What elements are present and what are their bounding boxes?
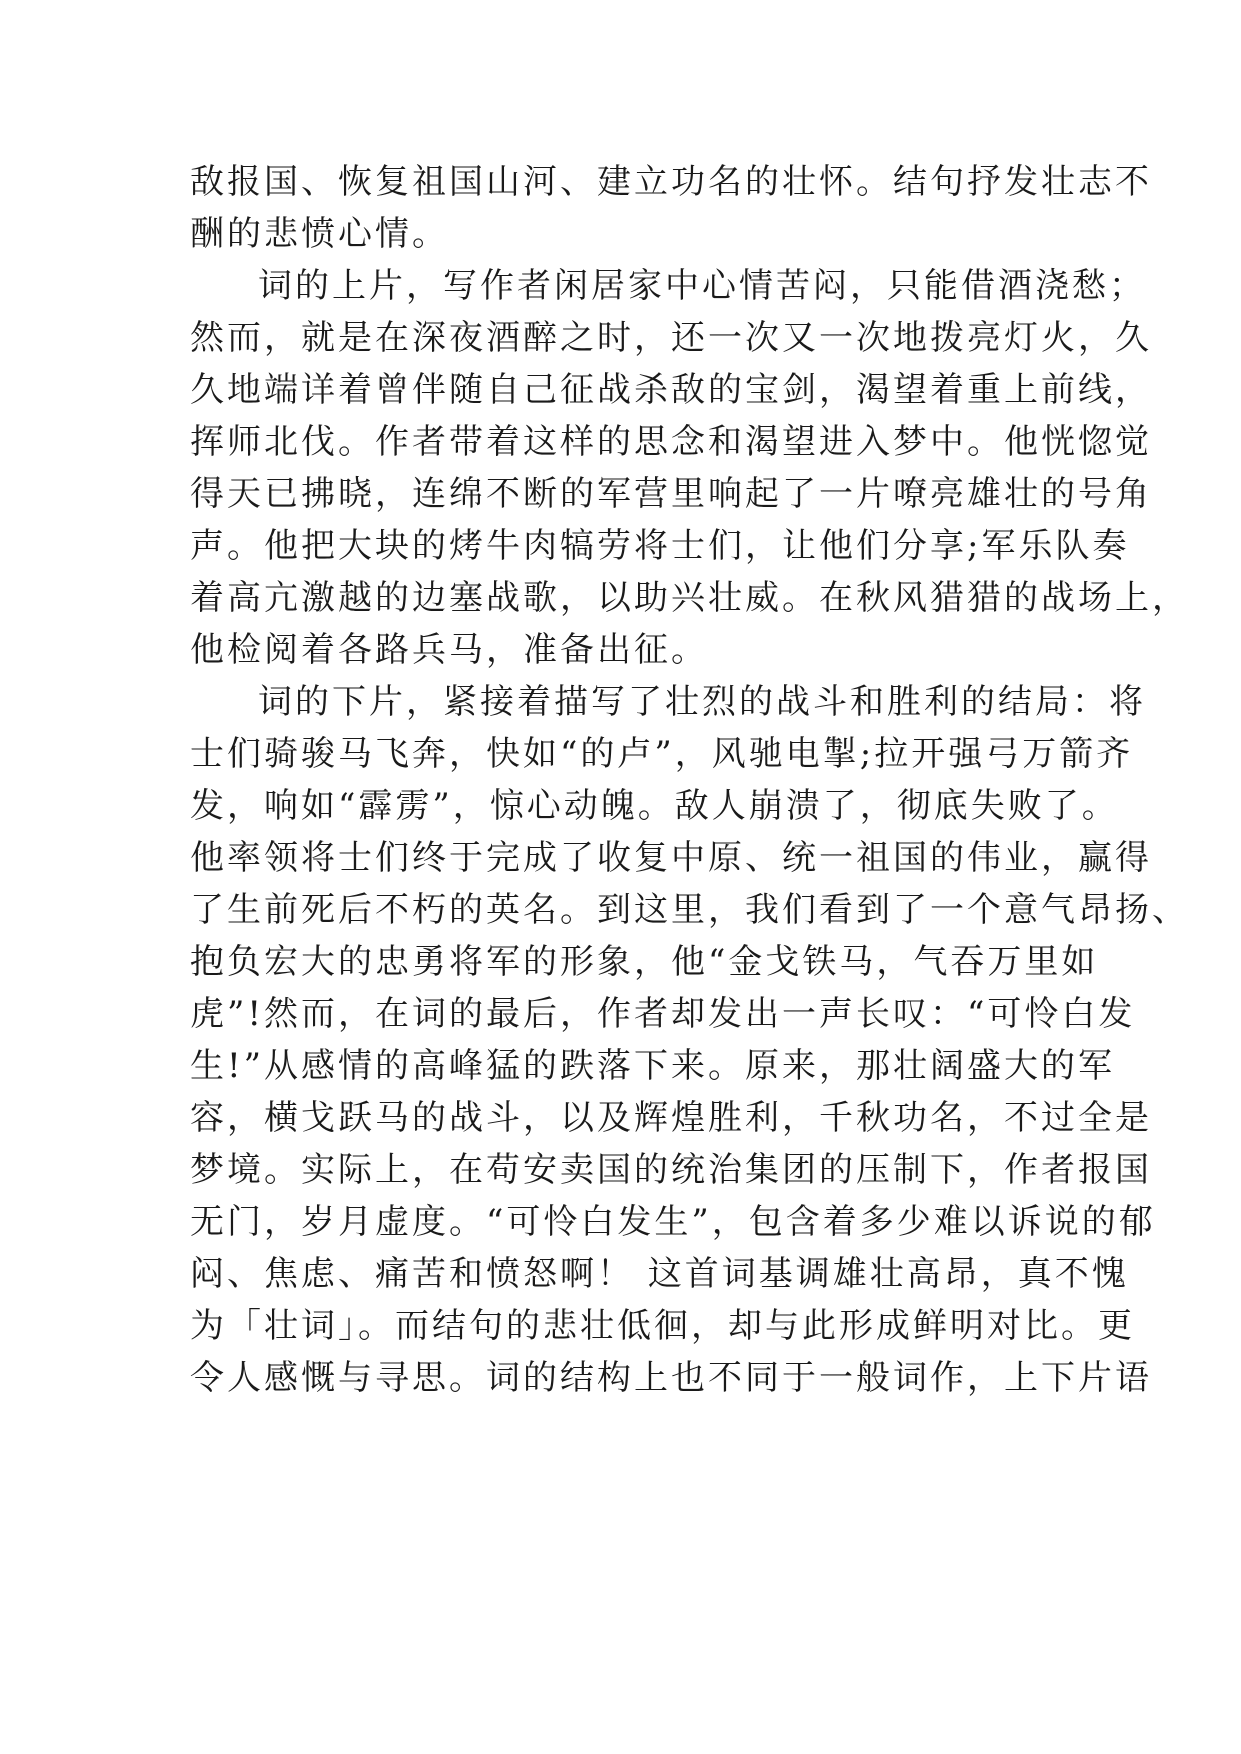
paragraph-first-line: 词的上片，写作者闲居家中心情苦闷，只能借酒浇愁； bbox=[258, 266, 1146, 306]
text-line: 闷、焦虑、痛苦和愤怒啊！ 这首词基调雄壮高昂，真不愧 bbox=[190, 1254, 1129, 1294]
text-line: 抱负宏大的忠勇将军的形象，他“金戈铁马，气吞万里如 bbox=[190, 942, 1099, 982]
text-line: 他率领将士们终于完成了收复中原、统一祖国的伟业，赢得 bbox=[190, 838, 1152, 878]
text-line: 虎”!然而，在词的最后，作者却发出一声长叹：“可怜白发 bbox=[190, 994, 1136, 1034]
text-line: 着高亢激越的边塞战歌，以助兴壮威。在秋风猎猎的战场上， bbox=[190, 578, 1189, 618]
text-line: 为「壮词」。而结句的悲壮低徊，却与此形成鲜明对比。更 bbox=[190, 1306, 1135, 1346]
text-line: 无门，岁月虚度。“可怜白发生”，包含着多少难以诉说的郁 bbox=[190, 1202, 1156, 1242]
text-line: 挥师北伐。作者带着这样的思念和渴望进入梦中。他恍惚觉 bbox=[190, 422, 1152, 462]
text-line: 他检阅着各路兵马，准备出征。 bbox=[190, 630, 708, 670]
paragraph-first-line: 词的下片，紧接着描写了壮烈的战斗和胜利的结局：将 bbox=[258, 682, 1146, 722]
text-line: 了生前死后不朽的英名。到这里，我们看到了一个意气昂扬、 bbox=[190, 890, 1189, 930]
text-line: 发，响如“霹雳”，惊心动魄。敌人崩溃了，彻底失败了。 bbox=[190, 786, 1119, 826]
text-line: 然而，就是在深夜酒醉之时，还一次又一次地拨亮灯火，久 bbox=[190, 318, 1152, 358]
text-line: 士们骑骏马飞奔，快如“的卢”，风驰电掣;拉开强弓万箭齐 bbox=[190, 734, 1134, 774]
text-line: 容，横戈跃马的战斗，以及辉煌胜利，千秋功名，不过全是 bbox=[190, 1098, 1152, 1138]
text-line: 声。他把大块的烤牛肉犒劳将士们，让他们分享;军乐队奏 bbox=[190, 526, 1130, 566]
text-line: 生!”从感情的高峰猛的跌落下来。原来，那壮阔盛大的军 bbox=[190, 1046, 1116, 1086]
body-text bbox=[190, 156, 1189, 1404]
text-line: 酬的悲愤心情。 bbox=[190, 214, 449, 254]
text-line: 得天已拂晓，连绵不断的军营里响起了一片嘹亮雄壮的号角 bbox=[190, 474, 1152, 514]
text-line: 久地端详着曾伴随自己征战杀敌的宝剑，渴望着重上前线， bbox=[190, 370, 1152, 410]
text-line: 梦境。实际上，在苟安卖国的统治集团的压制下，作者报国 bbox=[190, 1150, 1152, 1190]
text-line: 令人感慨与寻思。词的结构上也不同于一般词作，上下片语 bbox=[190, 1358, 1152, 1398]
text-line: 敌报国、恢复祖国山河、建立功名的壮怀。结句抒发壮志不 bbox=[190, 162, 1152, 202]
